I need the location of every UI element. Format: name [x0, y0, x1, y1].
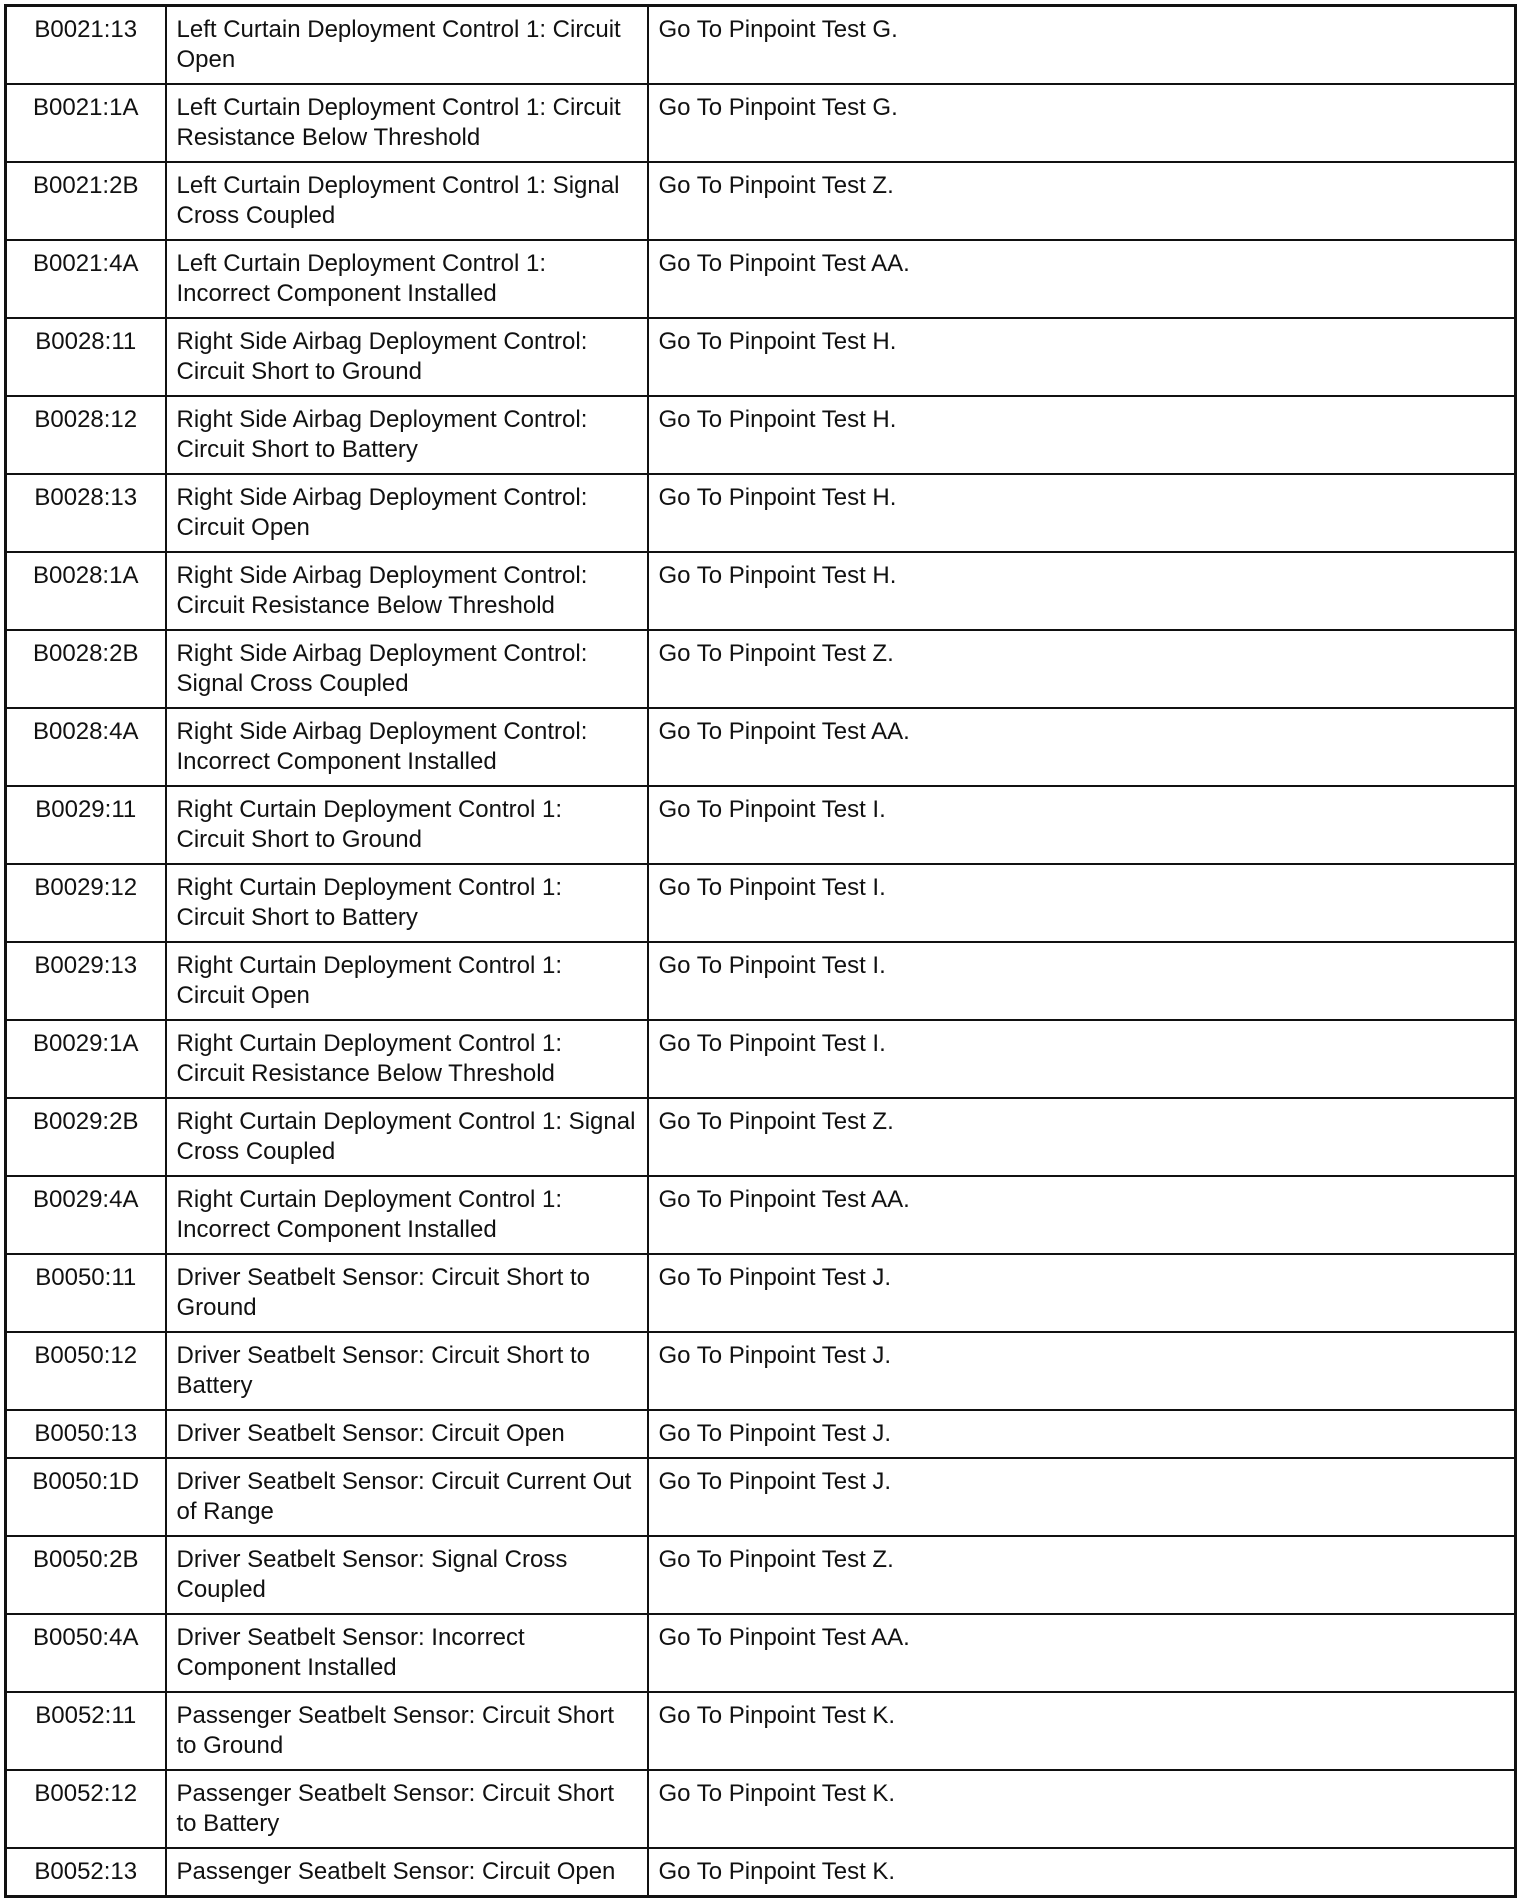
dtc-code-cell: B0021:4A [6, 240, 166, 318]
table-row [6, 6, 1516, 85]
dtc-description-cell: Passenger Seatbelt Sensor: Circuit Short to Ground [166, 1692, 648, 1770]
table-row [6, 1536, 1516, 1614]
dtc-code-cell: B0029:2B [6, 1098, 166, 1176]
dtc-action-cell: Go To Pinpoint Test H. [648, 318, 1516, 396]
dtc-description-cell: Left Curtain Deployment Control 1: Circuit Open [166, 6, 648, 85]
table-row [6, 1332, 1516, 1410]
dtc-description-cell: Right Curtain Deployment Control 1: Circuit Resistance Below Threshold [166, 1020, 648, 1098]
table-row [6, 786, 1516, 864]
dtc-action-cell: Go To Pinpoint Test J. [648, 1458, 1516, 1536]
table-row [6, 1176, 1516, 1254]
dtc-code-cell: B0028:13 [6, 474, 166, 552]
dtc-code-cell: B0052:13 [6, 1848, 166, 1896]
dtc-table [4, 4, 1517, 1898]
dtc-code-cell: B0050:1D [6, 1458, 166, 1536]
dtc-description-cell: Passenger Seatbelt Sensor: Circuit Short to Battery [166, 1770, 648, 1848]
table-row [6, 630, 1516, 708]
dtc-description-cell: Right Curtain Deployment Control 1: Incorrect Component Installed [166, 1176, 648, 1254]
table-row [6, 1848, 1516, 1896]
table-row [6, 1098, 1516, 1176]
dtc-code-cell: B0050:11 [6, 1254, 166, 1332]
table-row [6, 474, 1516, 552]
table-row [6, 1770, 1516, 1848]
dtc-description-cell: Driver Seatbelt Sensor: Incorrect Component Installed [166, 1614, 648, 1692]
dtc-code-cell: B0028:1A [6, 552, 166, 630]
dtc-action-cell: Go To Pinpoint Test K. [648, 1770, 1516, 1848]
dtc-action-cell: Go To Pinpoint Test K. [648, 1692, 1516, 1770]
dtc-code-cell: B0029:4A [6, 1176, 166, 1254]
dtc-description-cell: Right Side Airbag Deployment Control: Circuit Open [166, 474, 648, 552]
dtc-code-cell: B0029:11 [6, 786, 166, 864]
dtc-code-cell: B0029:1A [6, 1020, 166, 1098]
table-row [6, 84, 1516, 162]
dtc-description-cell: Right Curtain Deployment Control 1: Circuit Open [166, 942, 648, 1020]
dtc-action-cell: Go To Pinpoint Test Z. [648, 1098, 1516, 1176]
dtc-action-cell: Go To Pinpoint Test Z. [648, 162, 1516, 240]
table-row [6, 240, 1516, 318]
dtc-action-cell: Go To Pinpoint Test J. [648, 1410, 1516, 1458]
dtc-action-cell: Go To Pinpoint Test AA. [648, 708, 1516, 786]
dtc-description-cell: Driver Seatbelt Sensor: Signal Cross Coupled [166, 1536, 648, 1614]
dtc-description-cell: Driver Seatbelt Sensor: Circuit Open [166, 1410, 648, 1458]
table-row [6, 1254, 1516, 1332]
dtc-description-cell: Right Side Airbag Deployment Control: Circuit Short to Battery [166, 396, 648, 474]
dtc-code-cell: B0028:11 [6, 318, 166, 396]
dtc-description-cell: Right Curtain Deployment Control 1: Circuit Short to Battery [166, 864, 648, 942]
table-row [6, 1020, 1516, 1098]
table-row [6, 162, 1516, 240]
dtc-description-cell: Right Curtain Deployment Control 1: Signal Cross Coupled [166, 1098, 648, 1176]
dtc-code-cell: B0028:4A [6, 708, 166, 786]
table-row [6, 1692, 1516, 1770]
dtc-description-cell: Right Side Airbag Deployment Control: Circuit Short to Ground [166, 318, 648, 396]
dtc-action-cell: Go To Pinpoint Test J. [648, 1332, 1516, 1410]
dtc-action-cell: Go To Pinpoint Test AA. [648, 240, 1516, 318]
dtc-description-cell: Driver Seatbelt Sensor: Circuit Short to Ground [166, 1254, 648, 1332]
dtc-description-cell: Left Curtain Deployment Control 1: Incorrect Component Installed [166, 240, 648, 318]
dtc-document-page [4, 4, 1514, 1898]
dtc-code-cell: B0050:12 [6, 1332, 166, 1410]
dtc-action-cell: Go To Pinpoint Test K. [648, 1848, 1516, 1896]
dtc-code-cell: B0028:2B [6, 630, 166, 708]
dtc-description-cell: Left Curtain Deployment Control 1: Signal Cross Coupled [166, 162, 648, 240]
dtc-action-cell: Go To Pinpoint Test H. [648, 552, 1516, 630]
dtc-action-cell: Go To Pinpoint Test AA. [648, 1614, 1516, 1692]
dtc-description-cell: Left Curtain Deployment Control 1: Circuit Resistance Below Threshold [166, 84, 648, 162]
table-row [6, 864, 1516, 942]
dtc-action-cell: Go To Pinpoint Test I. [648, 864, 1516, 942]
dtc-code-cell: B0021:13 [6, 6, 166, 85]
table-row [6, 1410, 1516, 1458]
dtc-code-cell: B0050:4A [6, 1614, 166, 1692]
dtc-code-cell: B0029:12 [6, 864, 166, 942]
table-row [6, 552, 1516, 630]
dtc-action-cell: Go To Pinpoint Test G. [648, 6, 1516, 85]
dtc-action-cell: Go To Pinpoint Test H. [648, 396, 1516, 474]
dtc-description-cell: Passenger Seatbelt Sensor: Circuit Open [166, 1848, 648, 1896]
dtc-code-cell: B0050:13 [6, 1410, 166, 1458]
dtc-description-cell: Right Side Airbag Deployment Control: Circuit Resistance Below Threshold [166, 552, 648, 630]
dtc-action-cell: Go To Pinpoint Test AA. [648, 1176, 1516, 1254]
dtc-code-cell: B0052:12 [6, 1770, 166, 1848]
dtc-code-cell: B0028:12 [6, 396, 166, 474]
dtc-code-cell: B0050:2B [6, 1536, 166, 1614]
dtc-action-cell: Go To Pinpoint Test H. [648, 474, 1516, 552]
dtc-description-cell: Driver Seatbelt Sensor: Circuit Current Out of Range [166, 1458, 648, 1536]
table-row [6, 396, 1516, 474]
dtc-description-cell: Driver Seatbelt Sensor: Circuit Short to Battery [166, 1332, 648, 1410]
dtc-code-cell: B0029:13 [6, 942, 166, 1020]
dtc-description-cell: Right Curtain Deployment Control 1: Circuit Short to Ground [166, 786, 648, 864]
dtc-action-cell: Go To Pinpoint Test Z. [648, 630, 1516, 708]
dtc-code-cell: B0052:11 [6, 1692, 166, 1770]
dtc-action-cell: Go To Pinpoint Test G. [648, 84, 1516, 162]
dtc-action-cell: Go To Pinpoint Test Z. [648, 1536, 1516, 1614]
dtc-action-cell: Go To Pinpoint Test I. [648, 942, 1516, 1020]
table-row [6, 942, 1516, 1020]
table-row [6, 1458, 1516, 1536]
dtc-action-cell: Go To Pinpoint Test J. [648, 1254, 1516, 1332]
dtc-description-cell: Right Side Airbag Deployment Control: Incorrect Component Installed [166, 708, 648, 786]
dtc-code-cell: B0021:1A [6, 84, 166, 162]
dtc-action-cell: Go To Pinpoint Test I. [648, 1020, 1516, 1098]
dtc-description-cell: Right Side Airbag Deployment Control: Signal Cross Coupled [166, 630, 648, 708]
dtc-code-cell: B0021:2B [6, 162, 166, 240]
table-row [6, 1614, 1516, 1692]
dtc-action-cell: Go To Pinpoint Test I. [648, 786, 1516, 864]
table-row [6, 318, 1516, 396]
table-row [6, 708, 1516, 786]
